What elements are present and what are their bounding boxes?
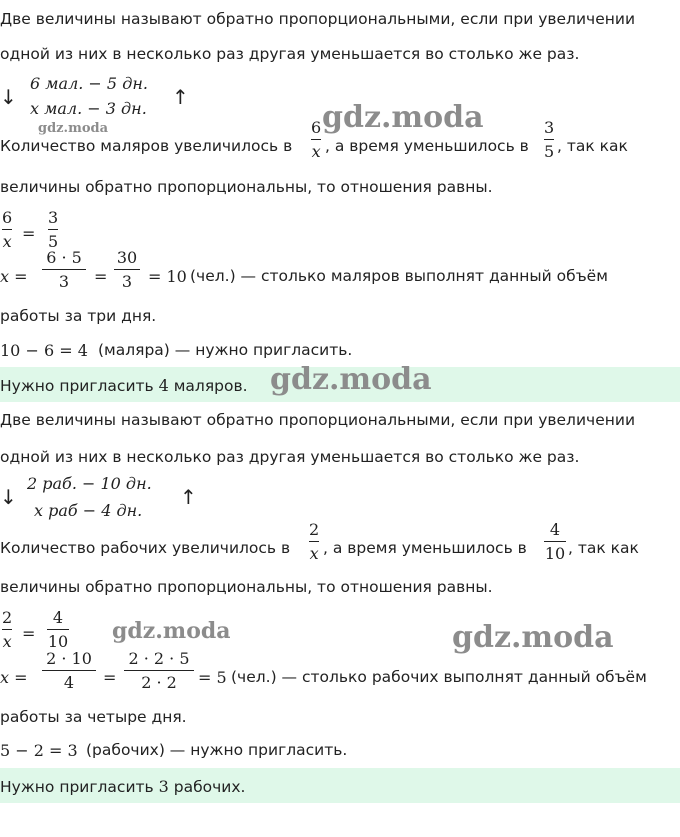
change-text-post: , так как bbox=[568, 539, 639, 557]
fraction-denominator: 10 bbox=[47, 632, 69, 651]
solution-fraction-1 bbox=[42, 651, 96, 691]
intro-line-2: одной из них в несколько раз другая уменьшается во столько же раз. bbox=[0, 45, 580, 63]
answer-line bbox=[0, 777, 245, 796]
fraction-numerator: 4 bbox=[52, 608, 64, 627]
equals-sign: = bbox=[94, 267, 108, 286]
solution-fraction-1 bbox=[42, 250, 86, 290]
intro-line-1: Две величины называют обратно пропорциональными, если при увеличении bbox=[0, 411, 636, 429]
solution-x: x = bbox=[0, 668, 28, 687]
equals-sign: = bbox=[22, 624, 36, 643]
difference-text: (рабочих) — нужно пригласить. bbox=[86, 741, 348, 759]
scheme-row-2: x раб − 4 дн. bbox=[34, 501, 143, 520]
fraction-denominator: 3 bbox=[121, 272, 133, 291]
watermark-logo: gdz.moda bbox=[452, 620, 614, 655]
fraction-bar bbox=[114, 269, 140, 270]
fraction-denominator: 2 · 2 bbox=[141, 673, 177, 692]
change-text-mid: , а время уменьшилось в bbox=[325, 137, 529, 155]
equation-right-fraction bbox=[47, 610, 69, 650]
fraction-denominator: 5 bbox=[48, 232, 59, 251]
change-text-pre: Количество маляров увеличилось в bbox=[0, 137, 293, 155]
difference-equation: 10 − 6 = 4 bbox=[0, 341, 88, 360]
fraction-bar bbox=[311, 139, 321, 140]
fraction-numerator: 3 bbox=[544, 118, 555, 137]
difference-text: (маляра) — нужно пригласить. bbox=[98, 341, 353, 359]
answer-text-pre: Нужно пригласить bbox=[0, 778, 159, 796]
fraction-bar bbox=[544, 541, 566, 542]
fraction-denominator: x bbox=[2, 632, 12, 651]
scheme-row-1: 2 раб. − 10 дн. bbox=[27, 474, 152, 493]
solution-line-2: работы за три дня. bbox=[0, 307, 157, 325]
equation-left-fraction bbox=[2, 210, 12, 250]
fraction-ratio-b bbox=[544, 120, 554, 160]
fraction-ratio-a bbox=[311, 120, 321, 160]
fraction-numerator: 4 bbox=[549, 520, 561, 539]
answer-text-post: рабочих. bbox=[168, 778, 246, 796]
equals-sign: = bbox=[103, 668, 117, 687]
watermark-logo: gdz.moda bbox=[270, 362, 432, 397]
intro-line-2: одной из них в несколько раз другая уменьшается во столько же раз. bbox=[0, 448, 580, 466]
watermark-logo: gdz.moda bbox=[38, 121, 109, 136]
fraction-bar bbox=[309, 541, 319, 542]
answer-number: 4 bbox=[158, 376, 169, 395]
answer-number: 3 bbox=[158, 777, 169, 796]
fraction-bar bbox=[48, 229, 58, 230]
change-text-pre: Количество рабочих увеличилось в bbox=[0, 539, 291, 557]
fraction-numerator: 2 · 2 · 5 bbox=[128, 649, 190, 668]
fraction-denominator: x bbox=[2, 232, 12, 251]
reason-line: величины обратно пропорциональны, то отношения равны. bbox=[0, 578, 493, 596]
fraction-denominator: x bbox=[309, 544, 319, 563]
watermark-logo: gdz.moda bbox=[322, 100, 484, 135]
change-text-post: , так как bbox=[557, 137, 628, 155]
fraction-bar bbox=[544, 139, 554, 140]
solution-result-text: (чел.) — столько маляров выполнят данный объём bbox=[190, 267, 608, 285]
fraction-denominator: x bbox=[311, 142, 321, 161]
equation-right-fraction bbox=[48, 210, 58, 250]
solution-fraction-2 bbox=[124, 651, 194, 691]
answer-line bbox=[0, 376, 248, 395]
solution-x: x = bbox=[0, 267, 28, 286]
solution-result: = 10 bbox=[148, 267, 187, 286]
fraction-numerator: 3 bbox=[48, 208, 59, 227]
fraction-bar bbox=[47, 629, 69, 630]
arrow-up-icon: ↑ bbox=[172, 85, 189, 109]
answer-text-pre: Нужно пригласить bbox=[0, 377, 159, 395]
arrow-up-icon: ↑ bbox=[180, 485, 197, 509]
arrow-down-icon: ↓ bbox=[0, 85, 17, 109]
fraction-denominator: 4 bbox=[63, 673, 75, 692]
difference-equation: 5 − 2 = 3 bbox=[0, 741, 78, 760]
solution-line-2: работы за четыре дня. bbox=[0, 708, 187, 726]
fraction-denominator: 3 bbox=[58, 272, 70, 291]
fraction-numerator: 30 bbox=[116, 248, 138, 267]
fraction-denominator: 5 bbox=[544, 142, 555, 161]
equation-left-fraction bbox=[2, 610, 12, 650]
fraction-bar bbox=[42, 269, 86, 270]
solution-result-text: (чел.) — столько рабочих выполнят данный объём bbox=[231, 668, 647, 686]
fraction-bar bbox=[2, 629, 12, 630]
fraction-numerator: 6 · 5 bbox=[46, 248, 82, 267]
equals-sign: = bbox=[22, 224, 36, 243]
reason-line: величины обратно пропорциональны, то отношения равны. bbox=[0, 178, 493, 196]
fraction-ratio-a bbox=[309, 522, 319, 562]
watermark-logo: gdz.moda bbox=[112, 618, 231, 644]
intro-line-1: Две величины называют обратно пропорциональными, если при увеличении bbox=[0, 10, 636, 28]
answer-text-post: маляров. bbox=[168, 377, 248, 395]
fraction-numerator: 2 bbox=[309, 520, 320, 539]
fraction-numerator: 2 · 10 bbox=[46, 649, 92, 668]
fraction-numerator: 6 bbox=[311, 118, 322, 137]
fraction-bar bbox=[42, 670, 96, 671]
fraction-bar bbox=[2, 229, 12, 230]
solution-fraction-2 bbox=[114, 250, 140, 290]
fraction-ratio-b bbox=[544, 522, 566, 562]
change-text-mid: , а время уменьшилось в bbox=[323, 539, 527, 557]
fraction-denominator: 10 bbox=[544, 544, 566, 563]
fraction-bar bbox=[124, 670, 194, 671]
fraction-numerator: 2 bbox=[2, 608, 13, 627]
scheme-row-1: 6 мал. − 5 дн. bbox=[30, 74, 148, 93]
fraction-numerator: 6 bbox=[2, 208, 13, 227]
arrow-down-icon: ↓ bbox=[0, 485, 17, 509]
solution-result: = 5 bbox=[198, 668, 227, 687]
scheme-row-2: x мал. − 3 дн. bbox=[30, 99, 147, 118]
